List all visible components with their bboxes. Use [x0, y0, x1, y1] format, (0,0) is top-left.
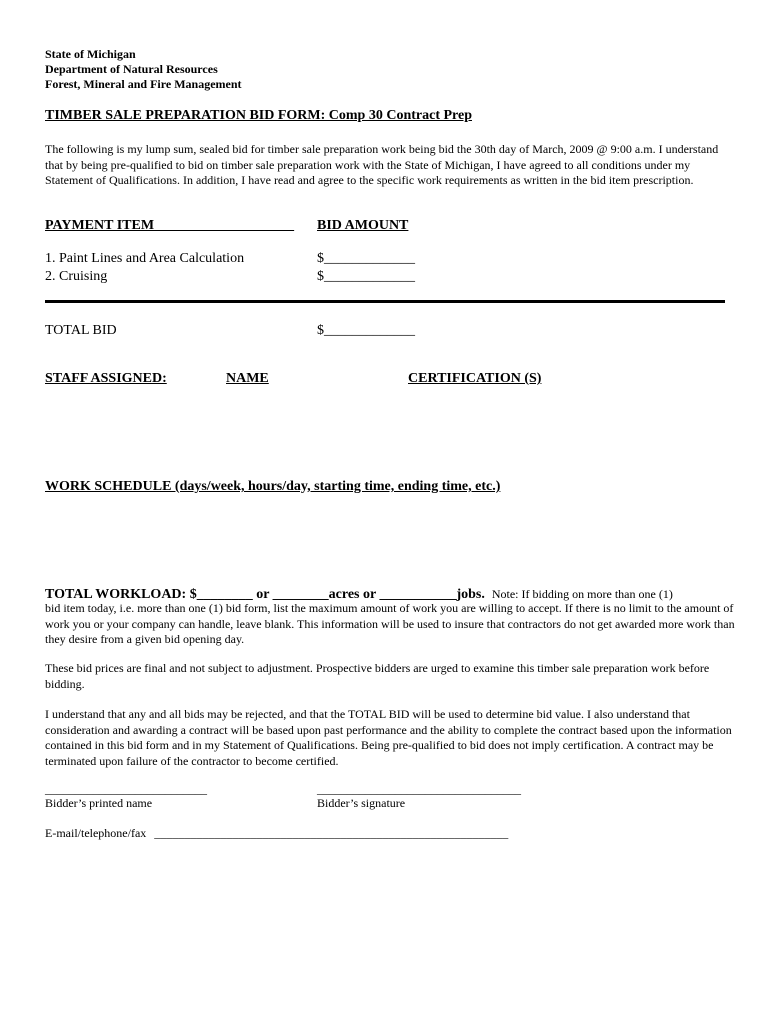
final-prices-paragraph: These bid prices are final and not subject to adjustment. Prospective bidders are urged to examine this timber sale preparation work before bidding.	[45, 661, 710, 691]
payment-item-1-amount-field[interactable]: $_____________	[317, 251, 415, 266]
printed-name-line[interactable]: ___________________________	[45, 782, 207, 796]
form-title: TIMBER SALE PREPARATION BID FORM: Comp 30 Contract Prep	[45, 108, 472, 123]
table-divider	[45, 300, 725, 303]
payment-item-header-label: PAYMENT ITEM____________________	[45, 218, 295, 233]
payment-item-2-label: 2. Cruising	[45, 269, 108, 284]
printed-name-label: Bidder’s printed name	[45, 796, 153, 810]
staff-name-header	[178, 371, 408, 387]
staff-assigned-label: STAFF ASSIGNED:	[45, 371, 167, 386]
total-bid-label: TOTAL BID	[45, 323, 117, 338]
staff-certification-header: CERTIFICATION (S)	[408, 371, 542, 386]
header-division: Forest, Mineral and Fire Management	[45, 77, 242, 91]
work-schedule-heading: WORK SCHEDULE (days/week, hours/day, starting time, ending time, etc.)	[45, 479, 501, 494]
workload-note-rest: bid item today, i.e. more than one (1) bid form, list the maximum amount of work you are willing to accept. If there is no limit to the amount of work you or your company can handle, leave blank. This information will be used to insure that contractors do not get awarded more work than they desire from a given bid opening day.	[45, 601, 735, 646]
intro-paragraph: The following is my lump sum, sealed bid for timber sale preparation work being bid the 30th day of March, 2009 @ 9:00 a.m. I understand that by being pre-qualified to bid on timber sale preparation work with the State of Michigan, I have agreed to all conditions under my Statement of Qualifications. In addition, I have read and agree to the specific work requirements as written in the bid item prescription.	[45, 142, 719, 187]
workload-note-first: Note: If bidding on more than one (1)	[491, 587, 673, 601]
total-workload-heading[interactable]: TOTAL WORKLOAD: $________ or ________acres or ___________jobs.	[45, 587, 485, 602]
bid-amount-header: BID AMOUNT	[317, 218, 409, 233]
contact-row	[45, 826, 508, 842]
signature-line[interactable]: __________________________________	[317, 782, 521, 796]
header-state: State of Michigan	[45, 47, 136, 61]
payment-item-2-amount-field[interactable]: $_____________	[317, 269, 415, 284]
contact-label: E-mail/telephone/fax	[45, 826, 147, 840]
signature-label: Bidder’s signature	[317, 796, 406, 810]
header-department: Department of Natural Resources	[45, 62, 218, 76]
payment-item-1-label: 1. Paint Lines and Area Calculation	[45, 251, 245, 266]
total-bid-amount-field[interactable]: $_____________	[317, 323, 415, 338]
rejection-paragraph: I understand that any and all bids may be rejected, and that the TOTAL BID will be used to determine bid value. I also understand that consideration and awarding a contract will be based upon past performance and the ability to complete the contract based upon the information contained in this bid form and in my Statement of Qualifications. Being pre-qualified to bid does not imply certification. A contract may be terminated upon failure of the contractor to become certified.	[45, 707, 732, 768]
contact-line[interactable]: ___________________________________________________________	[154, 826, 509, 840]
staff-name-label: NAME	[226, 371, 269, 386]
payment-item-header	[45, 218, 294, 234]
